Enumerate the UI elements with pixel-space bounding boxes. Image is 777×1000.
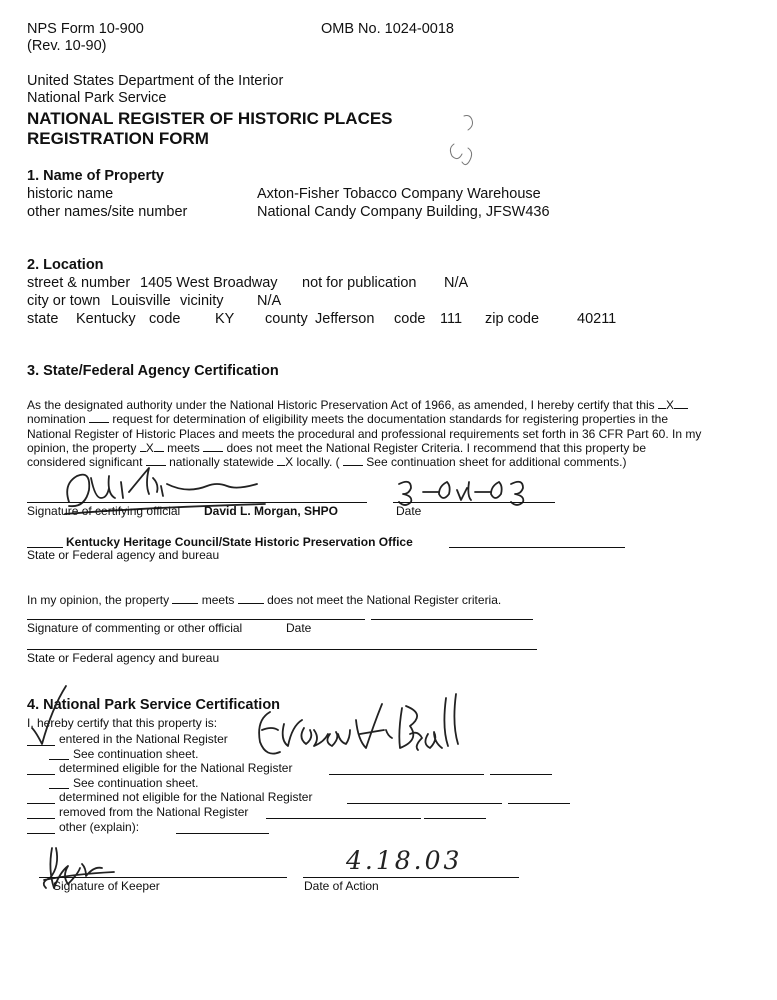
certifying-signature-label: Signature of certifying official — [27, 504, 181, 518]
other-names-label: other names/site number — [27, 204, 188, 220]
cert-text-line5c: locally. ( — [293, 455, 343, 470]
form-revision: (Rev. 10-90) — [27, 38, 107, 54]
keeper-signature-label: Signature of Keeper — [53, 879, 160, 893]
determined-not-eligible: determined not eligible for the National Register — [59, 790, 313, 804]
eligible-blank — [27, 774, 55, 775]
state-value: Kentucky — [76, 311, 136, 327]
other-blank — [27, 833, 55, 834]
certification-paragraph — [27, 398, 757, 469]
nps-certifier-signature — [250, 690, 500, 765]
historic-name-value: Axton-Fisher Tobacco Company Warehouse — [257, 186, 541, 202]
zip-value: 40211 — [577, 311, 617, 327]
eligible-date-line — [490, 774, 552, 775]
omb-number: OMB No. 1024-0018 — [321, 21, 454, 37]
section2-heading: 2. Location — [27, 257, 104, 273]
not-for-publication-label: not for publication — [302, 275, 417, 291]
opinion-statement — [27, 593, 501, 607]
county-code-label: code — [394, 311, 426, 327]
other-explain-line — [176, 833, 269, 834]
continuation-blank-1 — [49, 759, 69, 760]
cert-text-line4c: does not meet the National Register Criteria. I recommend that this property be — [223, 440, 646, 455]
street-label: street & number — [27, 275, 131, 291]
department: United States Department of the Interior — [27, 73, 284, 89]
county-code-value: 111 — [440, 311, 463, 327]
city-label: city or town — [27, 293, 101, 309]
state-label: state — [27, 311, 59, 327]
continuation-blank-2 — [49, 788, 69, 789]
removed-blank — [27, 818, 55, 819]
certifying-agency-name: Kentucky Heritage Council/State Historic Preservation Office — [66, 535, 413, 549]
opinion-text-c: does not meet the National Register criteria. — [263, 593, 502, 607]
removed-signature-line — [266, 818, 421, 819]
date-of-action-value: 4.18.03 — [346, 846, 463, 875]
certifying-date-label: Date — [396, 504, 422, 518]
other-explain: other (explain): — [59, 820, 140, 834]
cert-text-line1: As the designated authority under the National Historic Preservation Act of 1966, as amended, I hereby certify that this — [27, 398, 659, 412]
section4-heading: 4. National Park Service Certification — [27, 697, 281, 713]
street-value: 1405 West Broadway — [140, 275, 278, 291]
cert-text-line4a: opinion, the property — [27, 440, 140, 455]
opinion-text-b: meets — [198, 593, 238, 607]
determined-eligible: determined eligible for the National Register — [59, 761, 293, 775]
certifying-date-line — [393, 502, 555, 503]
not-eligible-signature-line — [347, 803, 502, 804]
zip-label: zip code — [485, 311, 540, 327]
state-code-label: code — [149, 311, 181, 327]
cert-text-line5d: See continuation sheet for additional comments.) — [362, 455, 627, 470]
not-for-publication-value: N/A — [444, 275, 469, 291]
vicinity-value: N/A — [257, 293, 282, 309]
date-of-action-label: Date of Action — [304, 879, 379, 893]
section3-heading: 3. State/Federal Agency Certification — [27, 363, 279, 379]
agency: National Park Service — [27, 90, 167, 106]
county-label: county — [265, 311, 308, 327]
cert-text-line2a: nomination — [27, 412, 90, 427]
certifying-official-name: David L. Morgan, SHPO — [204, 504, 339, 518]
cert-text-line5a: considered significant — [27, 455, 146, 470]
cert-text-line5b: nationally statewide — [165, 455, 278, 470]
removed-date-line — [424, 818, 486, 819]
commenting-date-label: Date — [286, 621, 312, 635]
cert-text-meets: meets — [163, 440, 204, 455]
agency-bureau-label: State or Federal agency and bureau — [27, 548, 220, 562]
opinion-text-a: In my opinion, the property — [27, 593, 173, 607]
not-eligible-date-line — [508, 803, 570, 804]
form-subtitle: REGISTRATION FORM — [27, 129, 209, 148]
city-value: Louisville — [111, 293, 171, 309]
commenting-agency-label: State or Federal agency and bureau — [27, 651, 220, 665]
entered-in-register: entered in the National Register — [59, 732, 228, 746]
historic-name-label: historic name — [27, 186, 114, 202]
commenting-signature-line — [27, 619, 365, 620]
meets-mark: X — [145, 440, 154, 455]
date-of-action-line — [303, 877, 519, 878]
form-title: NATIONAL REGISTER OF HISTORIC PLACES — [27, 109, 393, 128]
other-names-value: National Candy Company Building, JFSW436 — [257, 204, 550, 220]
nomination-mark: X — [666, 398, 675, 412]
cert-text-line2b: request for determination of eligibility meets the documentation standards for registering properties in the — [109, 412, 669, 427]
continuation-sheet-1: See continuation sheet. — [73, 747, 199, 761]
certifying-signature-line — [27, 502, 367, 503]
commenting-date-line — [371, 619, 533, 620]
commenting-agency-line — [27, 649, 537, 650]
nps-cert-intro: I, hereby certify that this property is: — [27, 716, 218, 730]
continuation-sheet-2: See continuation sheet. — [73, 776, 199, 790]
commenting-signature-label: Signature of commenting or other official — [27, 621, 243, 635]
county-value: Jefferson — [315, 311, 375, 327]
cert-text-line3: National Register of Historic Places and meets the procedural and professional requirements set forth in 36 CFR Part 60. In my — [27, 426, 702, 441]
state-code-value: KY — [215, 311, 235, 327]
eligible-signature-line — [329, 774, 484, 775]
removed-from-register: removed from the National Register — [59, 805, 249, 819]
checkmark-icon — [28, 682, 68, 748]
section1-heading: 1. Name of Property — [27, 168, 164, 184]
keeper-signature-line — [39, 877, 287, 878]
agency-trailing-line — [449, 547, 625, 548]
locally-mark: X — [285, 455, 294, 470]
not-eligible-blank — [27, 803, 55, 804]
vicinity-label: vicinity — [180, 293, 224, 309]
pencil-mark-icon — [440, 108, 490, 178]
form-number: NPS Form 10-900 — [27, 21, 144, 37]
